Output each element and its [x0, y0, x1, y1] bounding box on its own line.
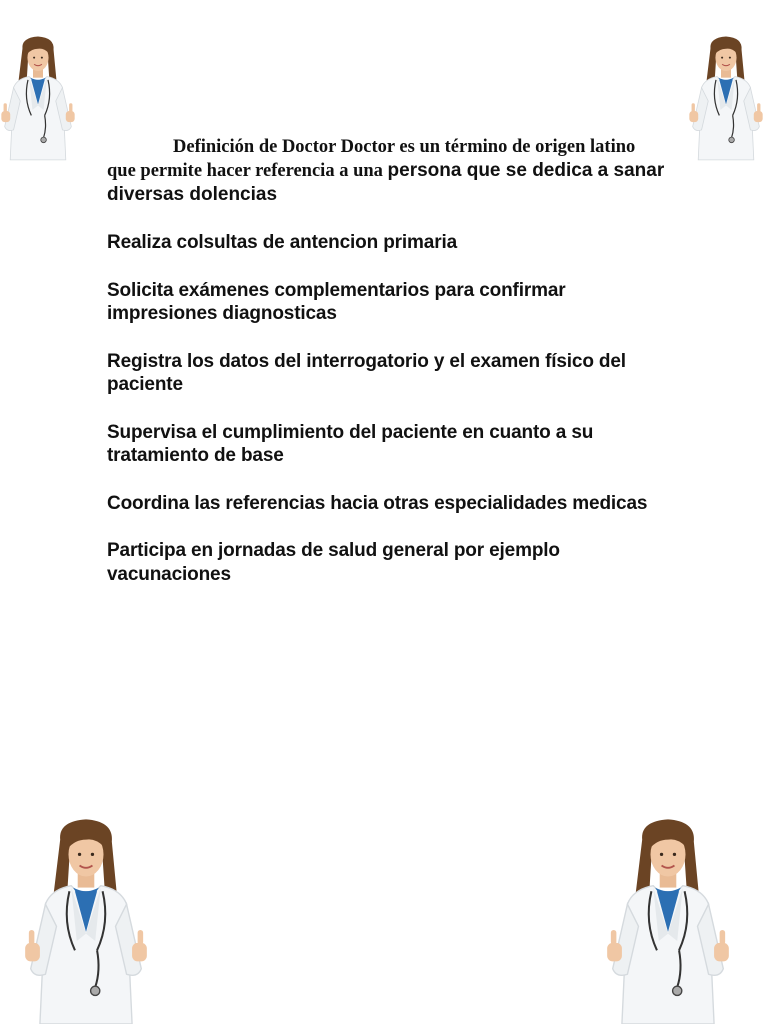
doctor-illustration-top-right — [676, 0, 768, 192]
duty-item: Coordina las referencias hacia otras especialidades medicas — [107, 492, 648, 514]
duty-item: Registra los datos del interrogatorio y el examen físico del paciente — [107, 350, 626, 395]
duty-item: Participa en jornadas de salud general por ejemplo vacunaciones — [107, 540, 560, 585]
intro-line-1: Definición de Doctor Doctor es un término de origen latino — [173, 137, 636, 157]
intro-line-2: que permite hacer referencia a una — [107, 161, 388, 181]
doctor-illustration-bottom-right — [584, 812, 752, 1024]
duty-item: Supervisa el cumplimiento del paciente en cuanto a su tratamiento de base — [107, 421, 594, 466]
doctor-illustration-bottom-left — [2, 812, 170, 1024]
document-body — [107, 136, 667, 586]
duty-item: Solicita exámenes complementarios para confirmar impresiones diagnosticas — [107, 279, 566, 324]
duty-item: Realiza colsultas de antencion primaria — [107, 232, 457, 253]
intro-definition-text: persona que se dedica a sanar diversas dolencias — [107, 160, 665, 205]
doctor-illustration-top-left — [0, 0, 88, 192]
definition-paragraph — [107, 136, 667, 207]
